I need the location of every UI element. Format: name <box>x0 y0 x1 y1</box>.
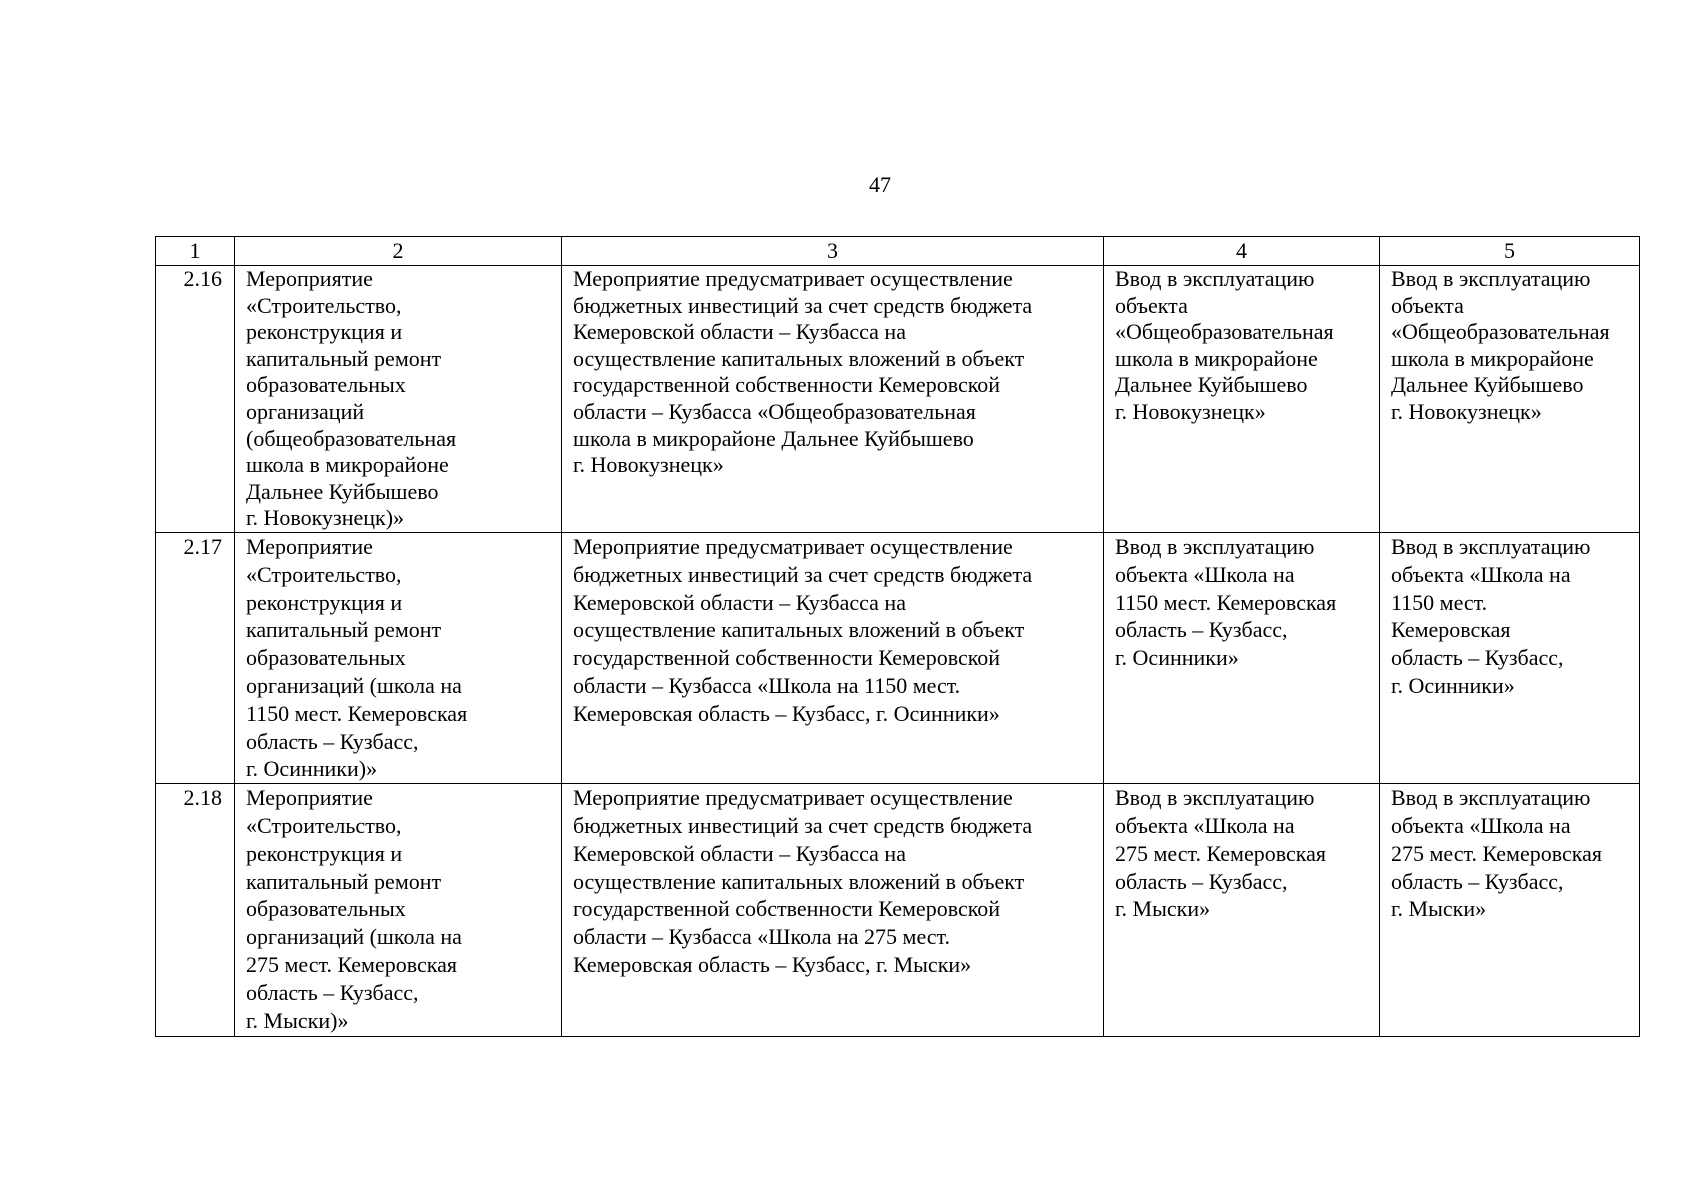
cell-text-line: Ввод в эксплуатацию <box>1115 266 1315 291</box>
cell-text-line: 275 мест. Кемеровская <box>246 951 458 977</box>
row-number: 2.17 <box>156 533 235 784</box>
indicator-cell <box>1380 266 1640 533</box>
cell-text-line: школа в микрорайоне Дальнее Куйбышево <box>573 425 974 451</box>
cell-text-line: область – Кузбасс, <box>1391 868 1564 894</box>
cell-text-line: объекта <box>1115 292 1188 318</box>
cell-text-line: г. Осинники» <box>1391 672 1515 698</box>
cell-text-line: Мероприятие <box>246 534 373 559</box>
cell-text-line: 1150 мест. Кемеровская <box>246 700 468 726</box>
cell-text-line: реконструкция и <box>246 589 403 615</box>
cell-text-line: Дальнее Куйбышево <box>1391 372 1584 398</box>
cell-text-line: Кемеровская область – Кузбасс, г. Мыски» <box>573 951 972 977</box>
cell-text-line: организаций <box>246 398 365 424</box>
cell-text-line: Мероприятие <box>246 266 373 291</box>
cell-text-line: 1150 мест. <box>1391 589 1488 615</box>
table-row <box>156 784 1640 1037</box>
cell-text-line: г. Новокузнецк» <box>1391 398 1542 424</box>
cell-text-line: Ввод в эксплуатацию <box>1391 534 1591 559</box>
cell-text-line: бюджетных инвестиций за счет средств бюджета <box>573 812 1033 838</box>
cell-text-line: капитальный ремонт <box>246 345 442 371</box>
result-cell <box>1104 533 1380 784</box>
cell-text-line: Дальнее Куйбышево <box>1115 372 1308 398</box>
cell-text-line: школа в микрорайоне <box>1115 345 1318 371</box>
cell-text-line: Ввод в эксплуатацию <box>1391 785 1591 811</box>
cell-text-line: область – Кузбасс, <box>1115 617 1288 643</box>
cell-text-line: Мероприятие предусматривает осуществление <box>573 534 1013 559</box>
result-cell <box>1104 266 1380 533</box>
page-number: 47 <box>869 172 891 197</box>
cell-text-line: области – Кузбасса «Школа на 1150 мест. <box>573 672 961 698</box>
cell-text-line: организаций (школа на <box>246 924 462 950</box>
cell-text-line: «Строительство, <box>246 561 402 587</box>
cell-text-line: Ввод в эксплуатацию <box>1115 534 1315 559</box>
cell-text-line: капитальный ремонт <box>246 617 442 643</box>
cell-text-line: школа в микрорайоне <box>1391 345 1594 371</box>
cell-text-line: государственной собственности Кемеровской <box>573 645 1001 671</box>
cell-text-line: 275 мест. Кемеровская <box>1391 840 1603 866</box>
cell-text-line: области – Кузбасса «Общеобразовательная <box>573 398 976 424</box>
measure-description-cell <box>562 533 1104 784</box>
cell-text-line: 275 мест. Кемеровская <box>1115 840 1327 866</box>
cell-text-line: (общеобразовательная <box>246 425 457 451</box>
cell-text-line: область – Кузбасс, <box>246 979 419 1005</box>
header-col-2: 2 <box>235 237 562 266</box>
cell-text-line: Мероприятие предусматривает осуществление <box>573 785 1013 811</box>
cell-text-line: государственной собственности Кемеровской <box>573 372 1001 398</box>
cell-text-line: «Строительство, <box>246 812 402 838</box>
cell-text-line: объекта «Школа на <box>1391 812 1571 838</box>
cell-text-line: объекта «Школа на <box>1391 561 1571 587</box>
cell-text-line: организаций (школа на <box>246 672 462 698</box>
cell-text-line: Ввод в эксплуатацию <box>1391 266 1591 291</box>
measure-name-cell <box>235 533 562 784</box>
header-col-4: 4 <box>1104 237 1380 266</box>
cell-text-line: объекта «Школа на <box>1115 812 1295 838</box>
cell-text-line: область – Кузбасс, <box>1391 645 1564 671</box>
cell-text-line: г. Мыски)» <box>246 1007 349 1033</box>
cell-text-line: объекта «Школа на <box>1115 561 1295 587</box>
cell-text-line: г. Новокузнецк)» <box>246 505 405 531</box>
cell-text-line: Кемеровская <box>1391 617 1511 643</box>
cell-text-line: капитальный ремонт <box>246 868 442 894</box>
cell-text-line: государственной собственности Кемеровской <box>573 896 1001 922</box>
cell-text-line: область – Кузбасс, <box>1115 868 1288 894</box>
cell-text-line: школа в микрорайоне <box>246 452 449 478</box>
header-col-5: 5 <box>1380 237 1640 266</box>
cell-text-line: реконструкция и <box>246 840 403 866</box>
header-col-1: 1 <box>156 237 235 266</box>
cell-text-line: образовательных <box>246 372 406 398</box>
header-col-3: 3 <box>562 237 1104 266</box>
measure-description-cell <box>562 266 1104 533</box>
table-row <box>156 266 1640 533</box>
cell-text-line: «Общеобразовательная <box>1391 319 1610 345</box>
table-header-row <box>156 237 1640 266</box>
cell-text-line: г. Осинники)» <box>246 756 378 782</box>
cell-text-line: образовательных <box>246 896 406 922</box>
cell-text-line: области – Кузбасса «Школа на 275 мест. <box>573 924 950 950</box>
cell-text-line: Кемеровской области – Кузбасса на <box>573 589 906 615</box>
cell-text-line: Кемеровская область – Кузбасс, г. Осинники» <box>573 700 1000 726</box>
cell-text-line: осуществление капитальных вложений в объект <box>573 617 1025 643</box>
cell-text-line: бюджетных инвестиций за счет средств бюджета <box>573 561 1033 587</box>
measure-name-cell <box>235 784 562 1037</box>
cell-text-line: г. Осинники» <box>1115 645 1239 671</box>
cell-text-line: область – Кузбасс, <box>246 728 419 754</box>
cell-text-line: «Общеобразовательная <box>1115 319 1334 345</box>
cell-text-line: Кемеровской области – Кузбасса на <box>573 319 906 345</box>
cell-text-line: г. Новокузнецк» <box>573 452 724 478</box>
cell-text-line: Дальнее Куйбышево <box>246 478 439 504</box>
result-cell <box>1104 784 1380 1037</box>
row-number: 2.16 <box>156 266 235 533</box>
cell-text-line: осуществление капитальных вложений в объект <box>573 868 1025 894</box>
cell-text-line: г. Мыски» <box>1391 896 1487 922</box>
measure-description-cell <box>562 784 1104 1037</box>
table-row <box>156 533 1640 784</box>
measure-name-cell <box>235 266 562 533</box>
cell-text-line: образовательных <box>246 645 406 671</box>
cell-text-line: г. Новокузнецк» <box>1115 398 1266 424</box>
indicator-cell <box>1380 533 1640 784</box>
row-number: 2.18 <box>156 784 235 1037</box>
cell-text-line: «Строительство, <box>246 292 402 318</box>
cell-text-line: Кемеровской области – Кузбасса на <box>573 840 906 866</box>
cell-text-line: г. Мыски» <box>1115 896 1211 922</box>
cell-text-line: реконструкция и <box>246 319 403 345</box>
cell-text-line: Ввод в эксплуатацию <box>1115 785 1315 811</box>
cell-text-line: Мероприятие предусматривает осуществление <box>573 266 1013 291</box>
cell-text-line: осуществление капитальных вложений в объект <box>573 345 1025 371</box>
indicator-cell <box>1380 784 1640 1037</box>
measures-table <box>155 236 1640 1037</box>
cell-text-line: Мероприятие <box>246 785 373 811</box>
cell-text-line: бюджетных инвестиций за счет средств бюджета <box>573 292 1033 318</box>
cell-text-line: 1150 мест. Кемеровская <box>1115 589 1337 615</box>
cell-text-line: объекта <box>1391 292 1464 318</box>
